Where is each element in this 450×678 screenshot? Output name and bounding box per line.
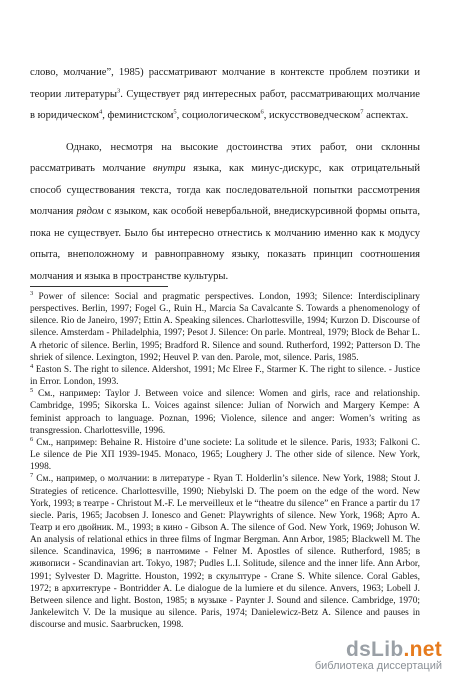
footnote-ref-6[interactable]: 6 xyxy=(260,108,264,116)
footnote-ref-4[interactable]: 4 xyxy=(99,108,103,116)
footnote-5 xyxy=(30,388,420,437)
footnote-ref-7[interactable]: 7 xyxy=(360,108,364,116)
footnote-3 xyxy=(30,291,420,364)
footnote-text: Power of silence: Social and pragmatic perspectives. London, 1993; Silence: Interdisciplinary perspectives. Berlin, 1997; Fogel G., Ruin H., Marcia Sa Cavalcante S. Towards a phenomenology of silence. Rio de Janeiro, 1997; Ettin A. Speaking silences. Charlottesville, 1994; Kurzon D. Discourse of silence. Amsterdam - Philadelphia, 1997; Pesot J. Silence: On parle. Montreal, 1979; Block de Behar L. A rhetoric of silence. Berlin, 1995; Bradford R. Silence and sound. Rutherford, 1992; Patterson D. The shriek of silence. Lexington, 1992; Heuvel P. van den. Parole, mot, silence. Paris, 1985. xyxy=(30,292,420,363)
footnote-ref-5[interactable]: 5 xyxy=(173,108,177,116)
paragraph-1: слово, молчание”, 1985) рассматривают молчание в контексте проблем поэтики и теории литературы$^3$. Существует ряд интересных работ, рассматривающих молчание в юридическом$^4$, феминистском$^5$, социологическом$^6$, искусствоведческом$^7$ аспектах. xyxy=(30,67,420,121)
footnote-text: См., например, о молчании: в литературе - Ryan T. Holderlin’s silence. New York, 1988; Stout J. Strategies of reticence. Charlottesville, 1990; Niebylski D. The poem on the edge of the word. New York, 1993; в театре - Christout M.-F. Le merveilleux et le “theatre du silence” en France a partir du 17 siecle. Paris, 1965; Jacobsen J. Ionesco and Genet: Playwrights of silence. New York, 1968; Арто А. Театр и его двойник. М., 1993; в кино - Gibson A. The silence of God. New York, 1969; Johuson W. An analysis of relational ethics in three films of Ingmar Bergman. Ann Arbor, 1985; Blackwell M. The silence. Scandinavica, 1996; в пантомиме - Felner M. Apostles of silence. Rutherford, 1985; в живописи - Scandinavian art. Tokyo, 1987; Pudles L.I. Solitude, silence and the inner life. Ann Arbor, 1991; Sylvester D. Magritte. Houston, 1992; в скульптуре - Crane S. White silence. Coral Gables, 1972; в архитектуре - Bontridder A. Le dialogue de la lumiere et du silence. Anvers, 1963; Lobell J. Between silence and light. Boston, 1985; в музыке - Paynter J. Sound and silence. Cambridge, 1970; Jankelewitch V. De la musique au silence. Paris, 1974; Danielewicz-Betz A. Silence and pauses in discourse and music. Saarbrucken, 1998. xyxy=(30,474,420,631)
watermark-subtitle: библиотека диссертаций xyxy=(314,660,442,672)
footnote-text: См., например: Taylor J. Between voice and silence: Women and girls, race and relationship. Cambridge, 1995; Sikorska L. Voices against silence: Julian of Norwich and Margery Kempe: A feminist approach to language. Poznan, 1996; Violence, silence and anger: Women’s writing as transgression. Charlottesville, 1996. xyxy=(30,389,420,436)
footnote-number: 7 xyxy=(30,472,34,480)
watermark-logo: dsLib.net xyxy=(345,638,442,661)
footnote-text: См., например: Behaine R. Histoire d’une societe: La solitude et le silence. Paris, 1933; Falkoni C. Le silence de Pie ХП 1939-1945. Monaco, 1965; Loughery J. The other side of silence. New York, 1998. xyxy=(30,437,420,473)
emphasis-beside: рядом xyxy=(76,206,104,217)
footnote-4 xyxy=(30,364,420,388)
footnote-separator xyxy=(30,286,168,287)
footnotes xyxy=(30,291,420,631)
footnote-6 xyxy=(30,437,420,473)
footnote-number: 3 xyxy=(30,289,34,297)
site-watermark xyxy=(252,638,442,672)
footnote-7 xyxy=(30,473,420,631)
main-text xyxy=(30,62,420,287)
footnote-number: 4 xyxy=(30,362,34,370)
footnote-text: Easton S. The right to silence. Aldershot, 1991; Mc Elree F., Starmer K. The right to silence. - Justice in Error. London, 1993. xyxy=(30,364,420,388)
emphasis-inside: внутри xyxy=(152,163,186,174)
footnote-ref-3[interactable]: 3 xyxy=(117,86,121,94)
footnote-number: 5 xyxy=(30,387,34,395)
footnote-number: 6 xyxy=(30,435,34,443)
paragraph-2: Однако, несмотря на высокие достоинства этих работ, они склонны рассматривать молчание внутри языка, как минус-дискурс, как отрицательный способ существования текста, тогда как последовательной попытки рассмотрения молчания рядом с языком, как особой невербальной, внедискурсивной формы опыта, пока не существует. Было бы интересно отнестись к молчанию именно как к модусу опыта, внеположному и равноправному языку, показать принцип соотношения молчания и языка в пространстве культуры. xyxy=(30,141,420,282)
